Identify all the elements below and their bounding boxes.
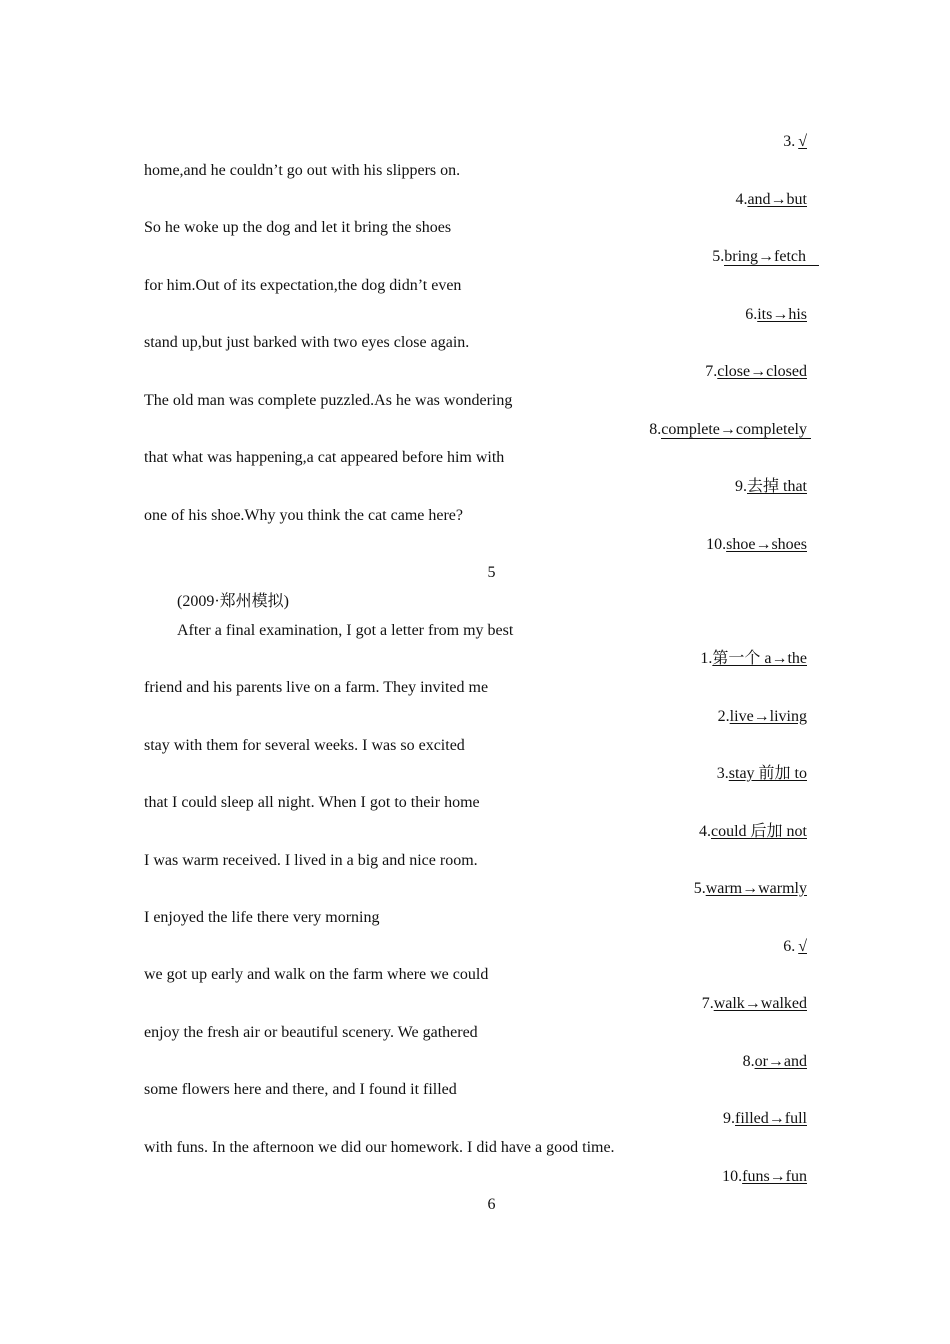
answer-correction: walk→walked [713,995,807,1012]
text-line: After a final examination, I got a letter from my best [177,622,514,639]
answer-correction: live→living [729,708,807,725]
answer-correction: 第一个 a→the [712,650,807,667]
answer-line [712,247,819,267]
answer-line [700,649,807,669]
answer-number: 8. [649,421,662,438]
answer-number: 3. [716,765,729,782]
page-number: 6 [487,1196,496,1213]
answer-number: 9. [735,478,747,495]
answer-number: 10. [706,536,727,553]
answer-number: 9. [723,1110,736,1127]
text-line: I enjoyed the life there very morning [144,909,380,926]
text-line: The old man was complete puzzled.As he was wondering [144,392,513,409]
answer-number: 7. [701,995,714,1012]
text-line: that I could sleep all night. When I got to their home [144,794,480,811]
text-line: some flowers here and there, and I found it filled [144,1081,457,1098]
answer-line [702,994,807,1014]
answer-correction: funs→fun [742,1168,807,1185]
answer-correction: complete→completely [661,421,811,439]
answer-number: 8. [742,1053,755,1070]
answer-number: 10. [722,1168,743,1185]
answer-line [735,477,807,497]
text-line: stand up,but just barked with two eyes close again. [144,334,470,351]
answer-correction: bring→fetch [724,248,819,266]
answer-correction: close→closed [717,363,807,380]
answer-number: 3. [783,133,796,150]
text-line: friend and his parents live on a farm. They invited me [144,679,489,696]
answer-line [694,879,807,899]
answer-line [783,132,807,152]
answer-correction: warm→warmly [705,880,807,897]
text-line: for him.Out of its expectation,the dog didn’t even [144,277,462,294]
answer-line [649,420,811,440]
answer-correction: and→but [747,191,807,208]
answer-number: 2. [717,708,730,725]
answer-number: 4. [699,823,711,840]
text-line: that what was happening,a cat appeared before him with [144,449,505,466]
answer-line [706,535,807,555]
text-line: home,and he couldn’t go out with his slippers on. [144,162,461,179]
source-note: (2009·郑州模拟) [177,593,289,610]
answer-line [745,305,807,325]
answer-number: 6. [783,938,796,955]
answer-correction: could 后加 not [711,823,807,840]
answer-correction: √ [798,938,807,955]
answer-line [723,1109,807,1129]
answer-number: 4. [735,191,748,208]
answer-correction: 去掉 that [747,478,807,495]
text-line: I was warm received. I lived in a big and nice room. [144,852,478,869]
text-line: stay with them for several weeks. I was so excited [144,737,465,754]
answer-number: 7. [705,363,718,380]
answer-line [699,822,807,842]
answer-correction: its→his [757,306,807,323]
text-line: one of his shoe.Why you think the cat came here? [144,507,463,524]
answer-correction: filled→full [735,1110,807,1127]
page-number: 5 [487,564,496,581]
text-line: So he woke up the dog and let it bring the shoes [144,219,452,236]
answer-correction: √ [798,133,807,150]
answer-line [717,764,807,784]
text-line: enjoy the fresh air or beautiful scenery. We gathered [144,1024,478,1041]
answer-line [722,1167,807,1187]
answer-line [718,707,807,727]
answer-correction: stay 前加 to [728,765,807,782]
answer-number: 1. [700,650,713,667]
answer-correction: or→and [754,1053,807,1070]
answer-number: 5. [712,248,725,265]
answer-number: 6. [745,306,758,323]
text-line: we got up early and walk on the farm where we could [144,966,489,983]
answer-line [783,937,807,957]
answer-correction: shoe→shoes [726,536,807,553]
answer-number: 5. [693,880,706,897]
text-line: with funs. In the afternoon we did our homework. I did have a good time. [144,1139,615,1156]
answer-line [735,190,807,210]
answer-line [743,1052,807,1072]
answer-line [705,362,807,382]
